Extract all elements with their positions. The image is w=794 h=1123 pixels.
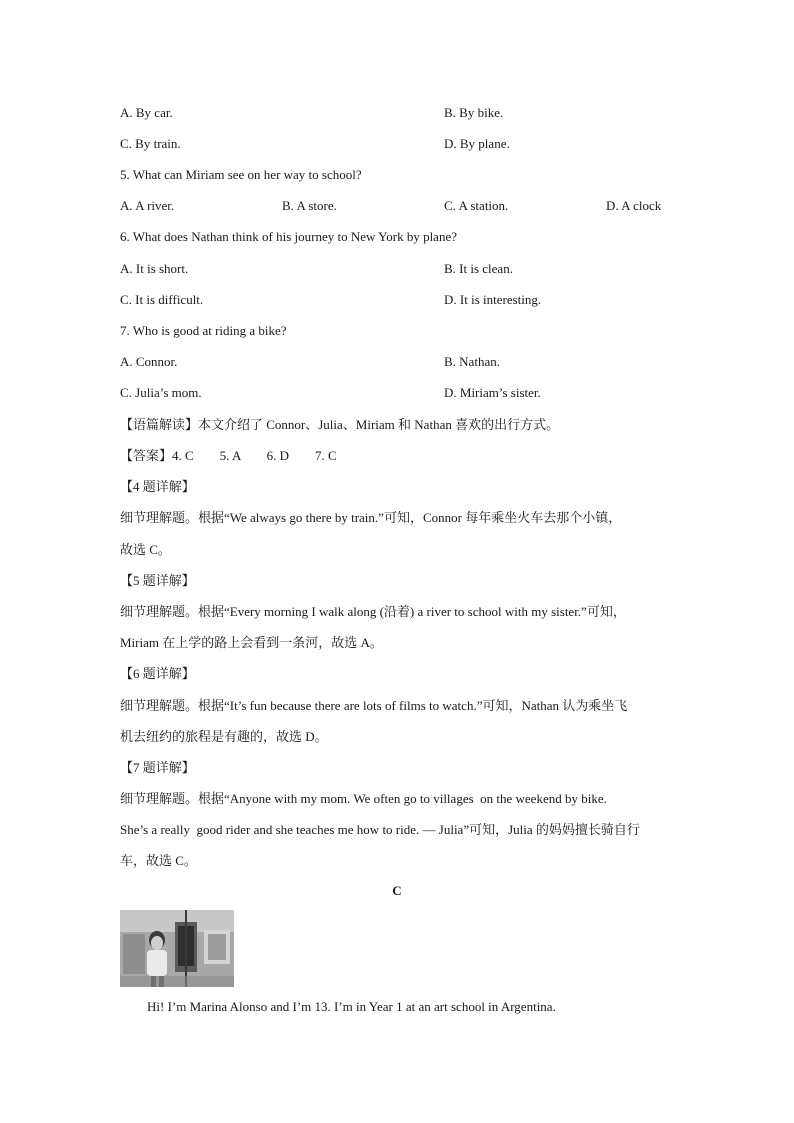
q5-option-a: A. A river.: [120, 198, 175, 213]
detail-text-5-line2: Miriam 在上学的路上会看到一条河，故选 A。: [120, 635, 383, 650]
detail-heading-4: 【4 题详解】: [120, 479, 195, 494]
q5-option-d: D. A clock: [606, 198, 662, 213]
detail-text-4-line1: 细节理解题。根据“We always go there by train.”可知，Connor 每年乘坐火车去那个小镇，: [120, 510, 622, 525]
detail-text-6-line1: 细节理解题。根据“It’s fun because there are lots of films to watch.”可知，Nathan 认为乘坐飞: [120, 698, 628, 713]
q4-option-d: D. By plane.: [444, 136, 510, 151]
q5-stem: 5. What can Miriam see on her way to school?: [120, 167, 362, 182]
detail-text-4-line2: 故选 C。: [120, 542, 171, 557]
q4-option-a: A. By car.: [120, 105, 173, 120]
q7-stem: 7. Who is good at riding a bike?: [120, 323, 287, 338]
student-photo: [120, 910, 234, 987]
q7-option-a: A. Connor.: [120, 354, 178, 369]
detail-text-5-line1: 细节理解题。根据“Every morning I walk along (沿着) a river to school with my sister.”可知，: [120, 604, 626, 619]
detail-text-7-line2: She’s a really good rider and she teaches me how to ride. — Julia”可知，Julia 的妈妈擅长骑自行: [120, 822, 640, 837]
detail-text-7-line3: 车，故选 C。: [120, 853, 197, 868]
passage-intro: Hi! I’m Marina Alonso and I’m 13. I’m in Year 1 at an art school in Argentina.: [147, 999, 556, 1014]
q5-option-b: B. A store.: [282, 198, 337, 213]
answer-key: 【答案】4. C 5. A 6. D 7. C: [120, 448, 337, 463]
q5-option-c: C. A station.: [444, 198, 509, 213]
q7-option-d: D. Miriam’s sister.: [444, 385, 541, 400]
q6-option-d: D. It is interesting.: [444, 292, 542, 307]
detail-text-7-line1: 细节理解题。根据“Anyone with my mom. We often go to villages on the weekend by bike.: [120, 791, 607, 806]
q6-stem: 6. What does Nathan think of his journey to New York by plane?: [120, 229, 457, 244]
q6-option-b: B. It is clean.: [444, 261, 513, 276]
q7-option-b: B. Nathan.: [444, 354, 500, 369]
detail-heading-5: 【5 题详解】: [120, 573, 195, 588]
photo-illustration: [120, 910, 234, 987]
q6-option-a: A. It is short.: [120, 261, 189, 276]
detail-heading-6: 【6 题详解】: [120, 666, 195, 681]
q4-option-c: C. By train.: [120, 136, 181, 151]
q7-option-c: C. Julia’s mom.: [120, 385, 202, 400]
detail-heading-7: 【7 题详解】: [120, 760, 195, 775]
q4-option-b: B. By bike.: [444, 105, 504, 120]
detail-text-6-line2: 机去纽约的旅程是有趣的，故选 D。: [120, 729, 328, 744]
passage-analysis: 【语篇解读】本文介绍了 Connor、Julia、Miriam 和 Nathan 喜欢的出行方式。: [120, 417, 560, 432]
q6-option-c: C. It is difficult.: [120, 292, 204, 307]
section-title: C: [392, 883, 402, 898]
